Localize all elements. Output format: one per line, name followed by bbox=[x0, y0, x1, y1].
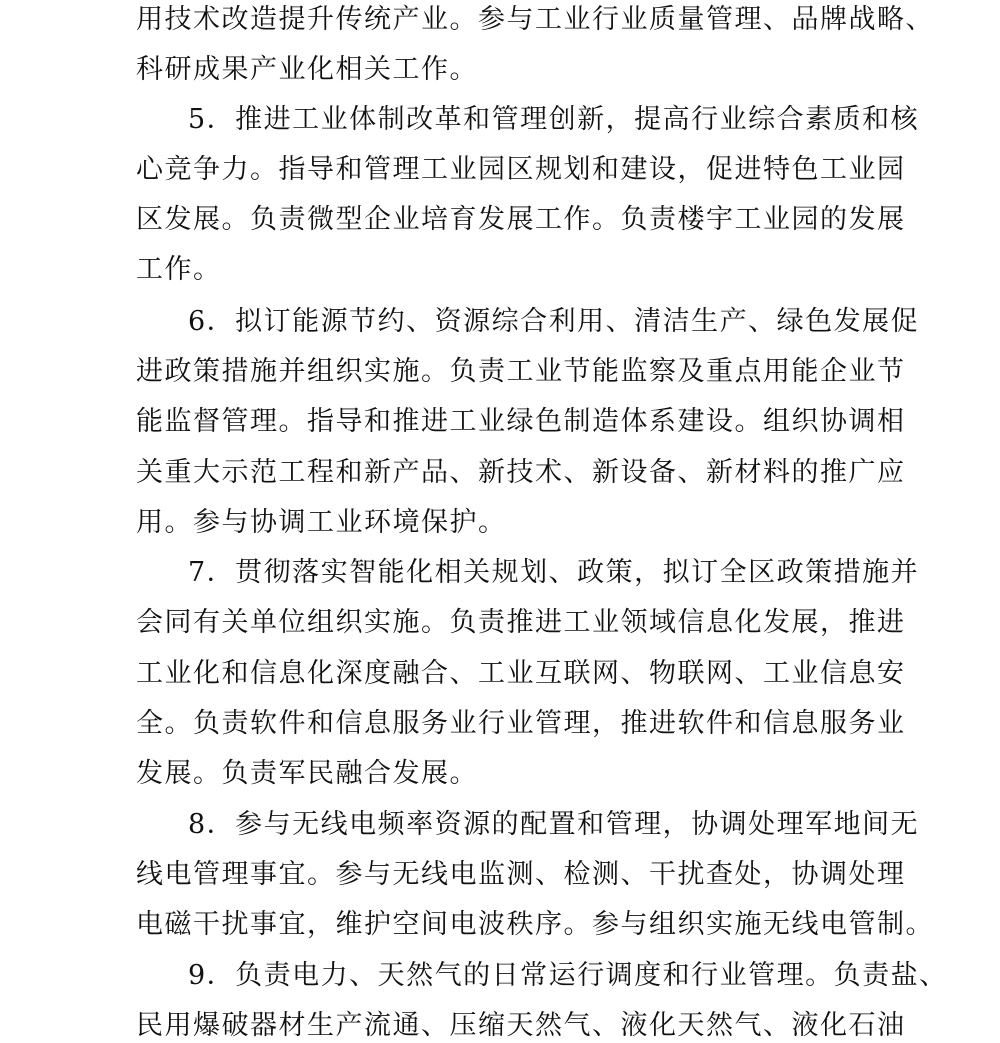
text-line: 关重大示范工程和新产品、新技术、新设备、新材料的推广应 bbox=[136, 457, 906, 488]
text-line: 用技术改造提升传统产业。参与工业行业质量管理、品牌战略、 bbox=[136, 4, 934, 35]
text-line: 全。负责软件和信息服务业行业管理，推进软件和信息服务业 bbox=[136, 708, 906, 739]
text-line: 能监督管理。指导和推进工业绿色制造体系建设。组织协调相 bbox=[136, 406, 906, 437]
paragraph-5-start: 5．推进工业体制改革和管理创新，提高行业综合素质和核 bbox=[188, 104, 920, 135]
text-line: 科研成果产业化相关工作。 bbox=[136, 54, 478, 85]
text-line: 工作。 bbox=[136, 254, 222, 285]
text-line: 民用爆破器材生产流通、压缩天然气、液化天然气、液化石油 bbox=[136, 1010, 906, 1041]
paragraph-9-start: 9．负责电力、天然气的日常运行调度和行业管理。负责盐、 bbox=[188, 960, 948, 991]
text-line: 会同有关单位组织实施。负责推进工业领域信息化发展，推进 bbox=[136, 607, 906, 638]
paragraph-7-start: 7．贯彻落实智能化相关规划、政策，拟订全区政策措施并 bbox=[188, 557, 920, 588]
text-line: 发展。负责军民融合发展。 bbox=[136, 758, 478, 789]
text-line: 心竞争力。指导和管理工业园区规划和建设，促进特色工业园 bbox=[136, 154, 906, 185]
text-line: 工业化和信息化深度融合、工业互联网、物联网、工业信息安 bbox=[136, 658, 906, 689]
text-line: 用。参与协调工业环境保护。 bbox=[136, 507, 507, 538]
text-line: 区发展。负责微型企业培育发展工作。负责楼宇工业园的发展 bbox=[136, 204, 906, 235]
text-line: 进政策措施并组织实施。负责工业节能监察及重点用能企业节 bbox=[136, 356, 906, 387]
text-line: 线电管理事宜。参与无线电监测、检测、干扰查处，协调处理 bbox=[136, 859, 906, 890]
text-line: 电磁干扰事宜，维护空间电波秩序。参与组织实施无线电管制。 bbox=[136, 909, 934, 940]
paragraph-6-start: 6．拟订能源节约、资源综合利用、清洁生产、绿色发展促 bbox=[188, 306, 920, 337]
paragraph-8-start: 8．参与无线电频率资源的配置和管理，协调处理军地间无 bbox=[188, 809, 920, 840]
